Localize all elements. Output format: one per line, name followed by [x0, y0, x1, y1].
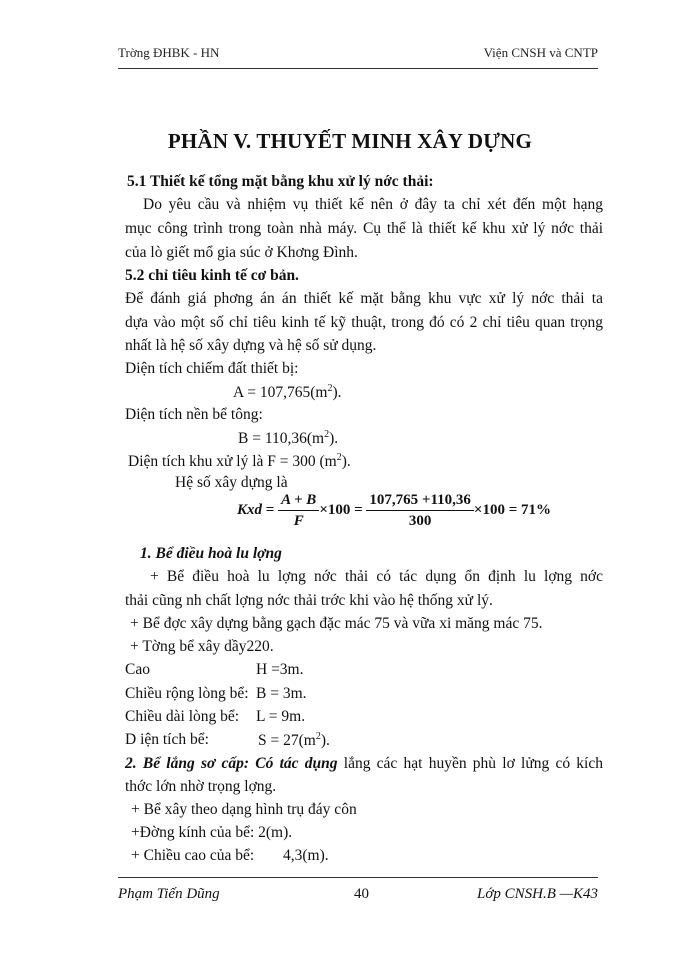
subsection-1-line: + Bể điều hoà lu lợng nớc thải có tác dụng ổn định lu lợng nớc — [150, 568, 603, 585]
area-tank-label: Diện tích nền bể tông: — [125, 406, 263, 423]
building-coefficient-formula — [237, 490, 551, 531]
width-value: B = 3m. — [256, 685, 307, 702]
section-5-2-line: Để đánh giá phơng án án thiết kế mặt bằng khu vực xử lý nớc thải ta — [125, 290, 603, 307]
page-title: PHẦN V. THUYẾT MINH XÂY DỰNG — [167, 129, 533, 153]
formula-lhs: Kxd — [237, 502, 263, 518]
section-5-2-line: dựa vào một số chỉ tiêu kinh tế kỹ thuật, trong đó có 2 chỉ tiêu quan trọng — [125, 314, 603, 331]
footer-divider — [118, 877, 598, 878]
section-5-1-line: mục công trình trong toàn nhà máy. Cụ thể là thiết kế khu xử lý nớc thải — [125, 220, 603, 237]
height-value: H =3m. — [256, 661, 304, 678]
area-tank-value: $B = 110,36(m^2)$. — [238, 429, 339, 448]
subsection-1-line: + Tờng bể xây dầy220. — [130, 638, 274, 655]
footer-class: Lớp CNSH.B —K43 — [477, 886, 598, 902]
formula-denominator-1: F — [293, 513, 304, 529]
formula-fraction-2 — [366, 490, 473, 531]
section-5-1-line: Do yêu cầu và nhiệm vụ thiết kế nên ở đây ta chỉ xét đến một hạng — [143, 196, 603, 213]
subsection-2-line: + Bể xây theo dạng hình trụ đáy côn — [131, 801, 357, 818]
height-label: Cao — [125, 661, 150, 678]
header-institute: Viện CNSH và CNTP — [483, 45, 598, 60]
subsection-2-heading-line: 2. Bể lắng sơ cấp: Có tác dụng lắng các hạt huyền phù lơ lửng có kích — [125, 755, 603, 772]
area-equipment-label: Diện tích chiếm đất thiết bị: — [125, 360, 299, 377]
formula-result: ×100 = 71% — [473, 502, 552, 518]
section-5-2-line: nhất là hệ số xây dựng và hệ số sử dụng. — [125, 337, 377, 354]
section-5-2-heading: 5.2 chỉ tiêu kinh tế cơ bản. — [125, 267, 299, 284]
subsection-2-line: +Đờng kính của bể: 2(m). — [131, 824, 293, 841]
subsection-2-line: + Chiều cao của bể: — [131, 847, 255, 864]
formula-denominator-2: 300 — [408, 513, 432, 529]
coefficient-label: Hệ số xây dựng là — [175, 474, 288, 491]
length-label: Chiều dài lòng bể: — [125, 708, 240, 725]
length-value: L = 9m. — [256, 708, 306, 725]
subsection-1-line: + Bể đợc xây dựng bằng gạch đặc mác 75 và vữa xi măng mác 75. — [130, 615, 543, 632]
formula-fraction-1 — [278, 490, 319, 531]
formula-times-1: ×100 = — [319, 502, 367, 518]
subsection-2-line: thớc lớn nhờ trọng lợng. — [125, 778, 277, 795]
formula-equals: = — [262, 502, 279, 518]
subsection-1-line: thải cũng nh chất lợng nớc thải trớc khi vào hệ thống xử lý. — [125, 592, 493, 609]
page-number: 40 — [354, 886, 369, 902]
formula-numerator-1: A + B — [278, 490, 319, 511]
section-5-1-heading: 5.1 Thiết kế tổng mặt bằng khu xử lý nớc thải: — [127, 173, 434, 190]
subsection-2-value: 4,3(m). — [283, 847, 329, 864]
section-5-1-line: của lò giết mổ gia súc ở Khơng Đình. — [125, 244, 358, 261]
footer-author: Phạm Tiến Dũng — [118, 886, 220, 902]
width-label: Chiều rộng lòng bể: — [125, 685, 249, 702]
formula-numerator-2: 107,765 +110,36 — [366, 490, 473, 511]
tank-area-label: D iện tích bể: — [125, 731, 209, 748]
header-school: Trờng ĐHBK - HN — [118, 45, 220, 60]
area-equipment-value: $A = 107,765(m^2)$. — [233, 383, 342, 402]
area-zone-text: Diện tích khu xử lý là F = 300 $(m^2)$. — [128, 452, 351, 471]
tank-area-value: $S = 27(m^2)$. — [258, 731, 330, 750]
header-divider — [118, 68, 598, 69]
subsection-1-heading: 1. Bể điều hoà lu lợng — [140, 545, 282, 562]
